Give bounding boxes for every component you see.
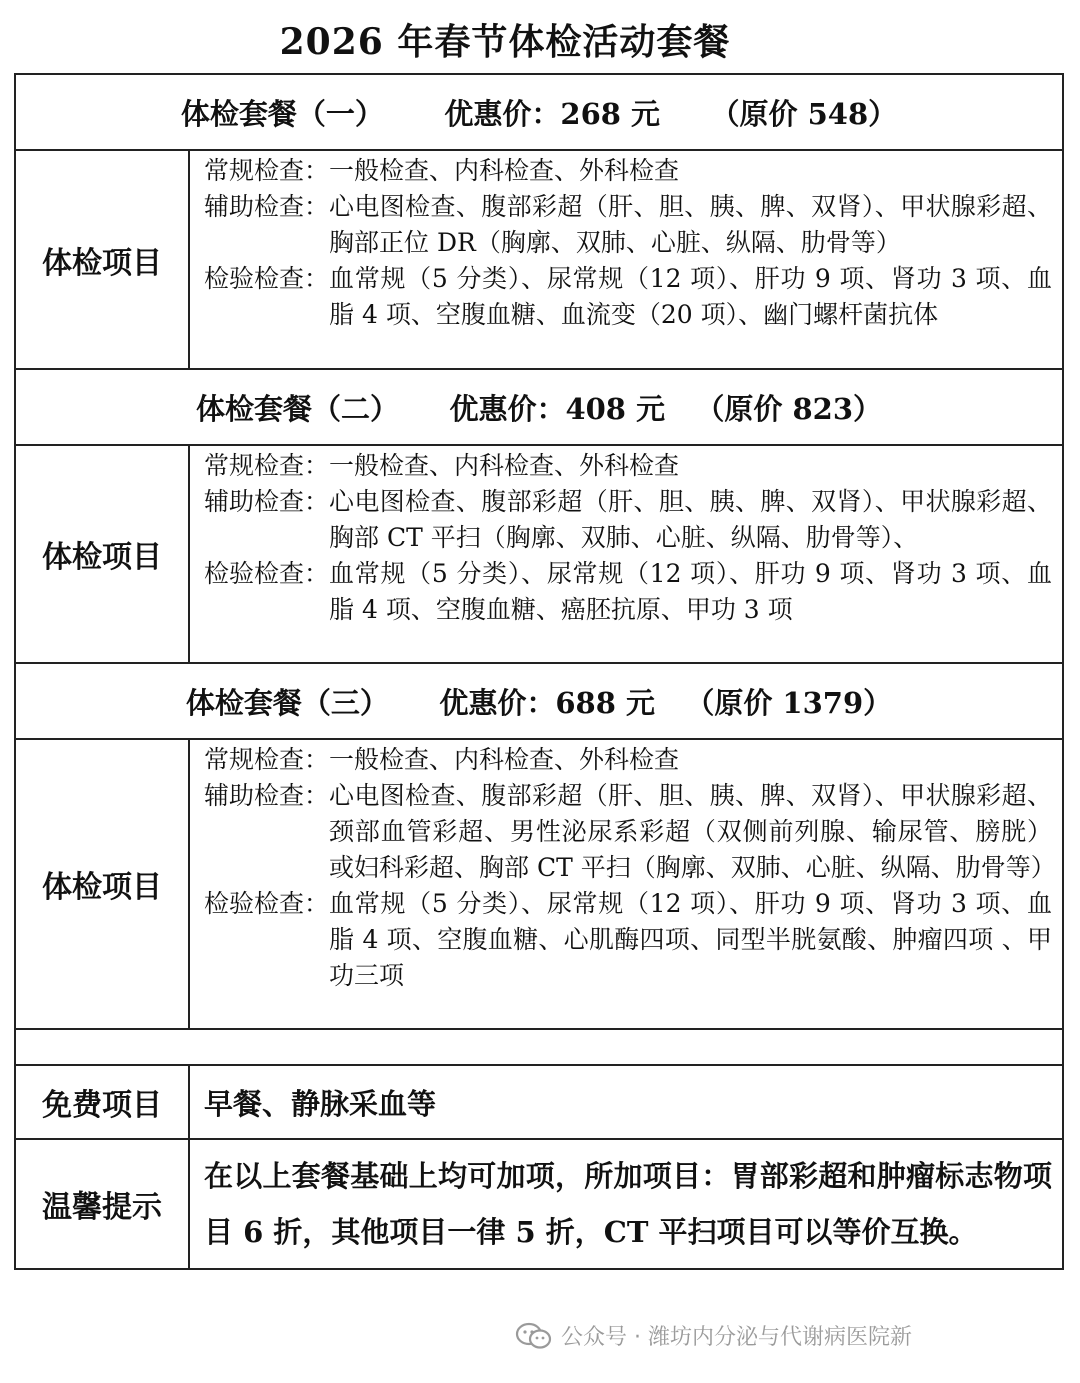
free-items-row bbox=[15, 1065, 1063, 1139]
item-category: 常规检查： bbox=[204, 156, 330, 185]
items-label: 体检项目 bbox=[15, 739, 189, 1029]
wechat-icon bbox=[515, 1322, 553, 1350]
blank-row bbox=[15, 1029, 1063, 1065]
tip-label: 温馨提示 bbox=[15, 1139, 189, 1269]
package-name: 体检套餐（二） bbox=[195, 391, 399, 426]
package-original-price: （原价 548） bbox=[710, 96, 898, 131]
free-items-value: 早餐、静脉采血等 bbox=[189, 1065, 1063, 1139]
watermark-text: 公众号 · 潍坊内分泌与代谢病医院新 bbox=[561, 1325, 912, 1350]
list-item bbox=[204, 448, 1052, 484]
item-text: 血常规（5 分类）、尿常规（12 项）、肝功 9 项、肾功 3 项、血脂 4 项、空腹血糖、心肌酶四项、同型半胱氨酸、肿瘤四项 、甲功三项 bbox=[329, 889, 1052, 990]
item-text: 一般检查、内科检查、外科检查 bbox=[329, 156, 680, 185]
package-price: 优惠价：268 元 bbox=[444, 96, 661, 131]
items-content bbox=[189, 445, 1063, 663]
item-text: 血常规（5 分类）、尿常规（12 项）、肝功 9 项、肾功 3 项、血脂 4 项、空腹血糖、癌胚抗原、甲功 3 项 bbox=[329, 559, 1052, 624]
list-item bbox=[204, 778, 1056, 886]
watermark bbox=[515, 1320, 912, 1351]
item-category: 检验检查： bbox=[204, 264, 330, 293]
list-item bbox=[204, 153, 1052, 189]
package-header bbox=[15, 74, 1063, 150]
package-items-row bbox=[15, 150, 1063, 369]
free-items-label: 免费项目 bbox=[15, 1065, 189, 1139]
item-text: 一般检查、内科检查、外科检查 bbox=[329, 745, 680, 774]
package-header-row bbox=[15, 663, 1063, 739]
blank-cell bbox=[15, 1029, 1063, 1065]
items-label: 体检项目 bbox=[15, 445, 189, 663]
tip-row bbox=[15, 1139, 1063, 1269]
item-text: 血常规（5 分类）、尿常规（12 项）、肝功 9 项、肾功 3 项、血脂 4 项、空腹血糖、血流变（20 项）、幽门螺杆菌抗体 bbox=[329, 264, 1052, 329]
page-title: 2026 年春节体检活动套餐 bbox=[279, 21, 731, 63]
list-item bbox=[204, 189, 1052, 261]
package-name: 体检套餐（三） bbox=[185, 685, 389, 720]
item-category: 辅助检查： bbox=[204, 487, 330, 516]
package-name: 体检套餐（一） bbox=[180, 96, 384, 131]
item-text: 心电图检查、腹部彩超（肝、胆、胰、脾、双肾）、甲状腺彩超、胸部 CT 平扫（胸廓、双肺、心脏、纵隔、肋骨等）、 bbox=[329, 487, 1052, 552]
item-category: 常规检查： bbox=[204, 451, 330, 480]
item-category: 辅助检查： bbox=[204, 192, 330, 221]
list-item bbox=[204, 742, 1052, 778]
package-price: 优惠价：688 元 bbox=[439, 685, 656, 720]
package-original-price: （原价 823） bbox=[695, 391, 883, 426]
list-item bbox=[204, 261, 1052, 333]
item-text: 心电图检查、腹部彩超（肝、胆、胰、脾、双肾）、甲状腺彩超、颈部血管彩超、男性泌尿系彩超（双侧前列腺、输尿管、膀胱）或妇科彩超、胸部 CT 平扫（胸廓、双肺、心脏、纵隔、肋骨等） bbox=[329, 781, 1056, 882]
items-content bbox=[189, 739, 1063, 1029]
package-header bbox=[15, 663, 1063, 739]
tip-text: 在以上套餐基础上均可加项，所加项目：胃部彩超和肿瘤标志物项目 6 折，其他项目一律 5 折，CT 平扫项目可以等价互换。 bbox=[189, 1139, 1063, 1269]
item-category: 常规检查： bbox=[204, 745, 330, 774]
list-item bbox=[204, 556, 1052, 628]
items-label: 体检项目 bbox=[15, 150, 189, 369]
package-header-row bbox=[15, 74, 1063, 150]
package-items-row bbox=[15, 445, 1063, 663]
items-content bbox=[189, 150, 1063, 369]
item-category: 辅助检查： bbox=[204, 781, 330, 810]
package-header bbox=[15, 369, 1063, 445]
item-text: 心电图检查、腹部彩超（肝、胆、胰、脾、双肾）、甲状腺彩超、胸部正位 DR（胸廓、双肺、心脏、纵隔、肋骨等） bbox=[329, 192, 1052, 257]
item-text: 一般检查、内科检查、外科检查 bbox=[329, 451, 680, 480]
package-items-row bbox=[15, 739, 1063, 1029]
package-original-price: （原价 1379） bbox=[685, 685, 893, 720]
list-item bbox=[204, 484, 1052, 556]
item-category: 检验检查： bbox=[204, 559, 330, 588]
list-item bbox=[204, 886, 1052, 994]
package-header-row bbox=[15, 369, 1063, 445]
package-table bbox=[14, 73, 1064, 1270]
item-category: 检验检查： bbox=[204, 889, 330, 918]
package-price: 优惠价：408 元 bbox=[449, 391, 666, 426]
